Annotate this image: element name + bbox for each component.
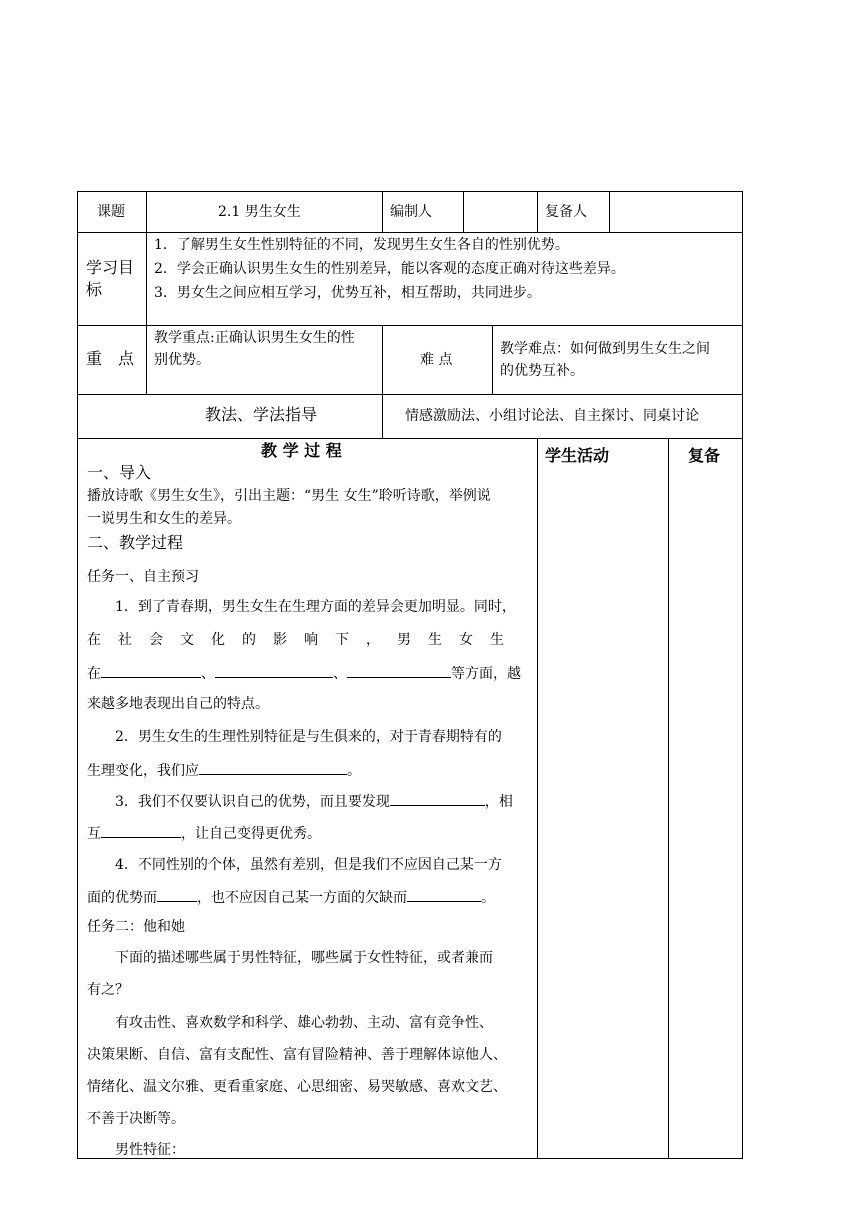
question-line: 1．到了青春期，男生女生在生理方面的差异会更加明显。同时， bbox=[115, 599, 516, 615]
task-line: 有之？ bbox=[87, 982, 129, 998]
table-col-divider bbox=[382, 394, 383, 438]
task-line: 决策果断、自信、富有支配性、富有冒险精神、善于理解体谅他人、 bbox=[87, 1047, 507, 1063]
text-fragment: 3．我们不仅要认识自己的优势，而且要发现 bbox=[115, 794, 390, 810]
spread-char: 化 bbox=[211, 632, 225, 648]
answer-blank[interactable] bbox=[199, 760, 347, 775]
section-title: 二、教学过程 bbox=[87, 533, 184, 552]
methods-value: 情感激励法、小组讨论法、自主探讨、同桌讨论 bbox=[405, 408, 699, 424]
objectives-label-line1: 学习目 bbox=[86, 258, 135, 277]
text-fragment: ，相 bbox=[484, 794, 513, 810]
answer-blank[interactable] bbox=[157, 887, 197, 902]
objective-item: 3．男女生之间应相互学习，优势互补，相互帮助，共同进步。 bbox=[154, 285, 541, 301]
task-title: 任务二：他和她 bbox=[87, 919, 185, 935]
key-point-line: 教学重点:正确认识男生女生的性 bbox=[154, 330, 355, 346]
spread-char: 女 bbox=[459, 632, 473, 648]
spread-char: 影 bbox=[273, 632, 287, 648]
process-title: 教 学 过 程 bbox=[261, 441, 342, 460]
task-line: 有攻击性、喜欢数学和科学、雄心勃勃、主动、富有竞争性、 bbox=[115, 1015, 493, 1031]
male-features-label: 男性特征： bbox=[115, 1142, 185, 1158]
text-fragment: 。 bbox=[347, 763, 361, 779]
review-label: 复备 bbox=[688, 446, 721, 465]
difficulty-line: 的优势互补。 bbox=[500, 363, 584, 379]
question-line-blanks bbox=[87, 887, 495, 908]
question-line-blanks bbox=[87, 760, 361, 781]
key-points-label: 重 点 bbox=[86, 349, 135, 368]
question-line-spread bbox=[87, 630, 530, 650]
text-fragment: 等方面，越 bbox=[451, 666, 521, 682]
table-border-right bbox=[742, 191, 743, 1159]
text-fragment: 。 bbox=[481, 890, 495, 906]
spread-char: 的 bbox=[242, 632, 256, 648]
spread-char: 男 bbox=[397, 632, 411, 648]
objectives-label-line2: 标 bbox=[86, 280, 103, 299]
table-col-divider bbox=[492, 325, 493, 394]
table-row-divider bbox=[77, 232, 742, 233]
question-line: 2．男生女生的生理性别特征是与生俱来的，对于青春期特有的 bbox=[115, 729, 502, 745]
table-row-divider bbox=[77, 394, 742, 395]
table-row-divider bbox=[77, 438, 742, 439]
spread-char: 响 bbox=[304, 632, 318, 648]
answer-blank[interactable] bbox=[101, 663, 201, 678]
objective-item: 2．学会正确认识男生女生的性别差异，能以客观的态度正确对待这些差异。 bbox=[154, 261, 625, 277]
answer-blank[interactable] bbox=[215, 663, 333, 678]
table-border-top bbox=[77, 191, 742, 192]
answer-blank[interactable] bbox=[101, 823, 181, 838]
table-border-left bbox=[77, 191, 78, 1159]
text-fragment: 、 bbox=[333, 666, 347, 682]
intro-line: 一说男生和女生的差异。 bbox=[87, 511, 241, 527]
text-fragment: ，也不应因自己某一方面的欠缺而 bbox=[197, 890, 407, 906]
question-line-blanks bbox=[87, 663, 521, 684]
text-fragment: 面的优势而 bbox=[87, 890, 157, 906]
spread-char: ， bbox=[366, 632, 380, 648]
text-fragment: ，让自己变得更优秀。 bbox=[181, 826, 321, 842]
objective-item: 1．了解男生女生性别特征的不同，发现男生女生各自的性别优势。 bbox=[154, 237, 569, 253]
author-label: 编制人 bbox=[390, 204, 432, 220]
methods-label: 教法、学法指导 bbox=[205, 405, 318, 424]
key-point-line: 别优势。 bbox=[154, 352, 210, 368]
spread-char: 会 bbox=[149, 632, 163, 648]
student-activity-label: 学生活动 bbox=[545, 446, 610, 465]
answer-blank[interactable] bbox=[407, 887, 481, 902]
answer-blank[interactable] bbox=[347, 663, 451, 678]
question-line-blanks bbox=[115, 791, 513, 812]
question-line: 来越多地表现出自己的特点。 bbox=[87, 696, 269, 712]
table-col-divider bbox=[146, 325, 147, 394]
table-col-divider bbox=[382, 191, 383, 232]
spread-char: 文 bbox=[180, 632, 194, 648]
table-col-divider bbox=[537, 438, 538, 1158]
spread-char: 生 bbox=[428, 632, 442, 648]
table-col-divider bbox=[146, 191, 147, 232]
answer-blank[interactable] bbox=[390, 791, 485, 806]
spread-char: 社 bbox=[118, 632, 132, 648]
difficulty-line: 教学难点：如何做到男生女生之间 bbox=[500, 341, 710, 357]
table-row-divider bbox=[77, 325, 742, 326]
question-line: 4．不同性别的个体，虽然有差别，但是我们不应因自己某一方 bbox=[115, 857, 502, 873]
section-title: 一、导入 bbox=[87, 463, 152, 482]
spread-char: 下 bbox=[335, 632, 349, 648]
table-col-divider bbox=[668, 438, 669, 1158]
table-col-divider bbox=[463, 191, 464, 232]
task-line: 下面的描述哪些属于男性特征，哪些属于女性特征，或者兼而 bbox=[115, 950, 493, 966]
topic-label: 课题 bbox=[97, 204, 125, 220]
task-line: 不善于决断等。 bbox=[87, 1111, 185, 1127]
difficulty-label: 难 点 bbox=[420, 352, 453, 368]
table-col-divider bbox=[609, 191, 610, 232]
table-col-divider bbox=[146, 232, 147, 325]
text-fragment: 、 bbox=[201, 666, 215, 682]
spread-char: 生 bbox=[490, 632, 504, 648]
spread-char: 在 bbox=[87, 632, 101, 648]
task-title: 任务一、自主预习 bbox=[87, 569, 199, 585]
task-line: 情绪化、温文尔雅、更看重家庭、心思细密、易哭敏感、喜欢文艺、 bbox=[87, 1079, 507, 1095]
question-line-blanks bbox=[87, 823, 321, 844]
reviewer-label: 复备人 bbox=[545, 204, 587, 220]
table-col-divider bbox=[382, 325, 383, 394]
table-col-divider bbox=[537, 191, 538, 232]
text-fragment: 在 bbox=[87, 666, 101, 682]
topic-value: 2.1 男生女生 bbox=[218, 204, 301, 220]
text-fragment: 生理变化，我们应 bbox=[87, 763, 199, 779]
intro-line: 播放诗歌《男生女生》，引出主题：“男生 女生”聆听诗歌，举例说 bbox=[87, 488, 491, 504]
text-fragment: 互 bbox=[87, 826, 101, 842]
